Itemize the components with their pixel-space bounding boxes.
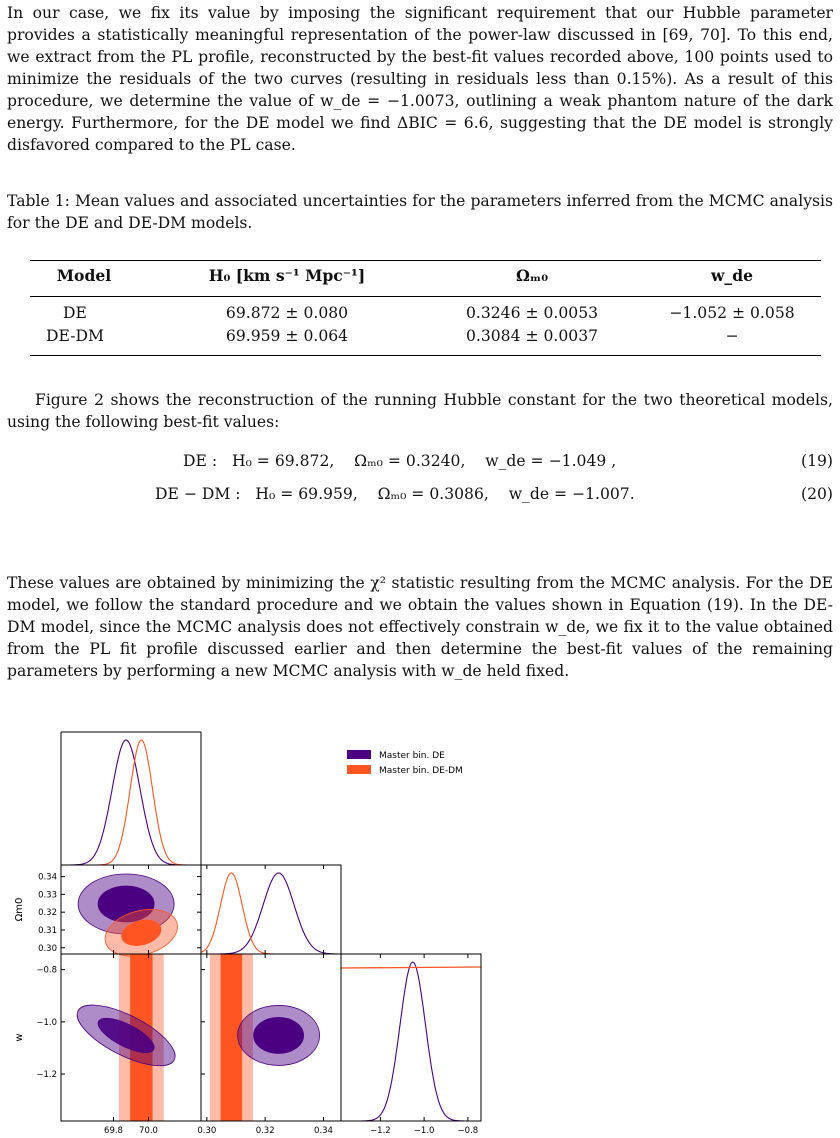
table-row xyxy=(30,304,821,326)
header-model: Model xyxy=(56,266,112,285)
w-posterior-de xyxy=(341,962,481,1121)
om-yaxis-tick-label: 0.33 xyxy=(38,890,57,901)
om-yaxis-tick-label: 0.30 xyxy=(38,943,57,954)
ylabel-om: Ωm0 xyxy=(14,897,25,922)
row-de-w: −1.052 ± 0.058 xyxy=(669,304,795,322)
row-de-h0: 69.872 ± 0.080 xyxy=(225,304,349,322)
table-header-row xyxy=(30,266,821,292)
eq20-om: Ωₘ₀ = 0.3086, xyxy=(377,485,489,503)
legend-label-dedm: Master bin. DE-DM xyxy=(379,766,463,776)
table-caption: Table 1: Mean values and associated uncertainties for the parameters inferred from the MCMC analysis for the DE and DE-DM models. xyxy=(7,192,833,232)
h0-posterior-de xyxy=(61,740,201,865)
table-top-rule xyxy=(30,260,821,261)
legend xyxy=(347,750,463,776)
paragraph-3: These values are obtained by minimizing the χ² statistic resulting from the MCMC analysis. For the DE model, we follow the standard procedure and we obtain the values shown in Equation (19). In the DE-DM model, since the MCMC analysis does not effectively constrain w_de, we fix it to the value obtained from the PL fit profile discussed earlier and then determine the best-fit values of the remaining parameters by performing a new MCMC analysis with w_de held fixed. xyxy=(7,574,833,680)
contour-w-om-de-68 xyxy=(254,1017,304,1053)
panel-om-posterior xyxy=(201,865,341,954)
row-dedm-w: − xyxy=(725,327,739,345)
row-dedm-h0: 69.959 ± 0.064 xyxy=(225,327,349,345)
row-dedm-model: DE-DM xyxy=(46,327,104,345)
h0-axis-tick-label: 69.8 xyxy=(104,1126,123,1136)
legend-label-de: Master bin. DE xyxy=(379,751,445,761)
om-axis-tick-label: 0.32 xyxy=(255,1126,275,1136)
eq19-w: w_de = −1.049 , xyxy=(485,452,617,470)
header-h0: H₀ [km s⁻¹ Mpc⁻¹] xyxy=(208,266,366,285)
eq19-h0: H₀ = 69.872, xyxy=(231,452,335,470)
row-de-model: DE xyxy=(63,304,87,322)
header-w: w_de xyxy=(710,266,754,285)
table-bottom-rule xyxy=(30,355,821,356)
ylabel-w: w xyxy=(14,1033,25,1042)
equation-20-number: (20) xyxy=(800,485,833,503)
table-mid-rule xyxy=(30,296,821,297)
panel-w-posterior xyxy=(341,954,481,1121)
paragraph-2: Figure 2 shows the reconstruction of the running Hubble constant for the two theoretical models, using the following best-fit values: xyxy=(7,391,833,431)
h0-axis-tick-label: 70.0 xyxy=(139,1126,158,1136)
paragraph-1: In our case, we fix its value by imposing the significant requirement that our Hubble parameter provides a statistically meaningful representation of the power-law discussed in [69, 70]. To this end, we extract from the PL profile, reconstructed by the best-fit values recorded above, 100 points used to minimize the residuals of the two curves (resulting in residuals less than 0.15%). As a result of this procedure, we determine the value of w_de = −1.0073, outlining a weak phantom nature of the dark energy. Furthermore, for the DE model we find ΔBIC = 6.6, suggesting that the DE model is strongly disfavored compared to the PL case. xyxy=(7,4,833,154)
eq20-w: w_de = −1.007. xyxy=(508,485,635,503)
w-posterior-dedm-flat xyxy=(341,967,481,968)
row-dedm-om: 0.3084 ± 0.0037 xyxy=(465,327,599,345)
equation-20 xyxy=(155,485,635,503)
om-yaxis-tick-label: 0.34 xyxy=(38,872,57,883)
w-axis-tick-label: −0.8 xyxy=(457,1126,479,1136)
om-axis-tick-label: 0.30 xyxy=(197,1126,217,1136)
row-de-om: 0.3246 ± 0.0053 xyxy=(465,304,599,322)
eq20-h0: H₀ = 69.959, xyxy=(255,485,358,503)
om-posterior-de xyxy=(201,873,341,954)
om-posterior-dedm xyxy=(201,873,341,954)
om-axis-tick-label: 0.34 xyxy=(314,1126,333,1136)
legend-swatch-de xyxy=(347,750,371,759)
om-yaxis-tick-label: 0.32 xyxy=(38,908,57,919)
eq19-om: Ωₘ₀ = 0.3240, xyxy=(354,452,466,470)
triangle-plot xyxy=(0,728,840,1138)
w-axis-tick-label: −1.0 xyxy=(413,1126,435,1136)
table-row xyxy=(30,327,821,349)
header-om: Ωₘ₀ xyxy=(515,266,549,285)
w-yaxis-tick-label: −1.0 xyxy=(36,1017,57,1028)
equation-19-number: (19) xyxy=(800,452,833,470)
w-yaxis-tick-label: −1.2 xyxy=(36,1070,57,1081)
om-yaxis-tick-label: 0.31 xyxy=(38,925,57,936)
w-yaxis-tick-label: −0.8 xyxy=(36,965,57,976)
legend-swatch-dedm xyxy=(347,765,371,774)
eq19-lhs: DE : xyxy=(183,452,218,470)
h0-posterior-dedm xyxy=(61,740,201,865)
w-axis-tick-label: −1.2 xyxy=(370,1126,391,1136)
equation-19 xyxy=(183,452,616,470)
eq20-lhs: DE − DM : xyxy=(155,485,241,503)
